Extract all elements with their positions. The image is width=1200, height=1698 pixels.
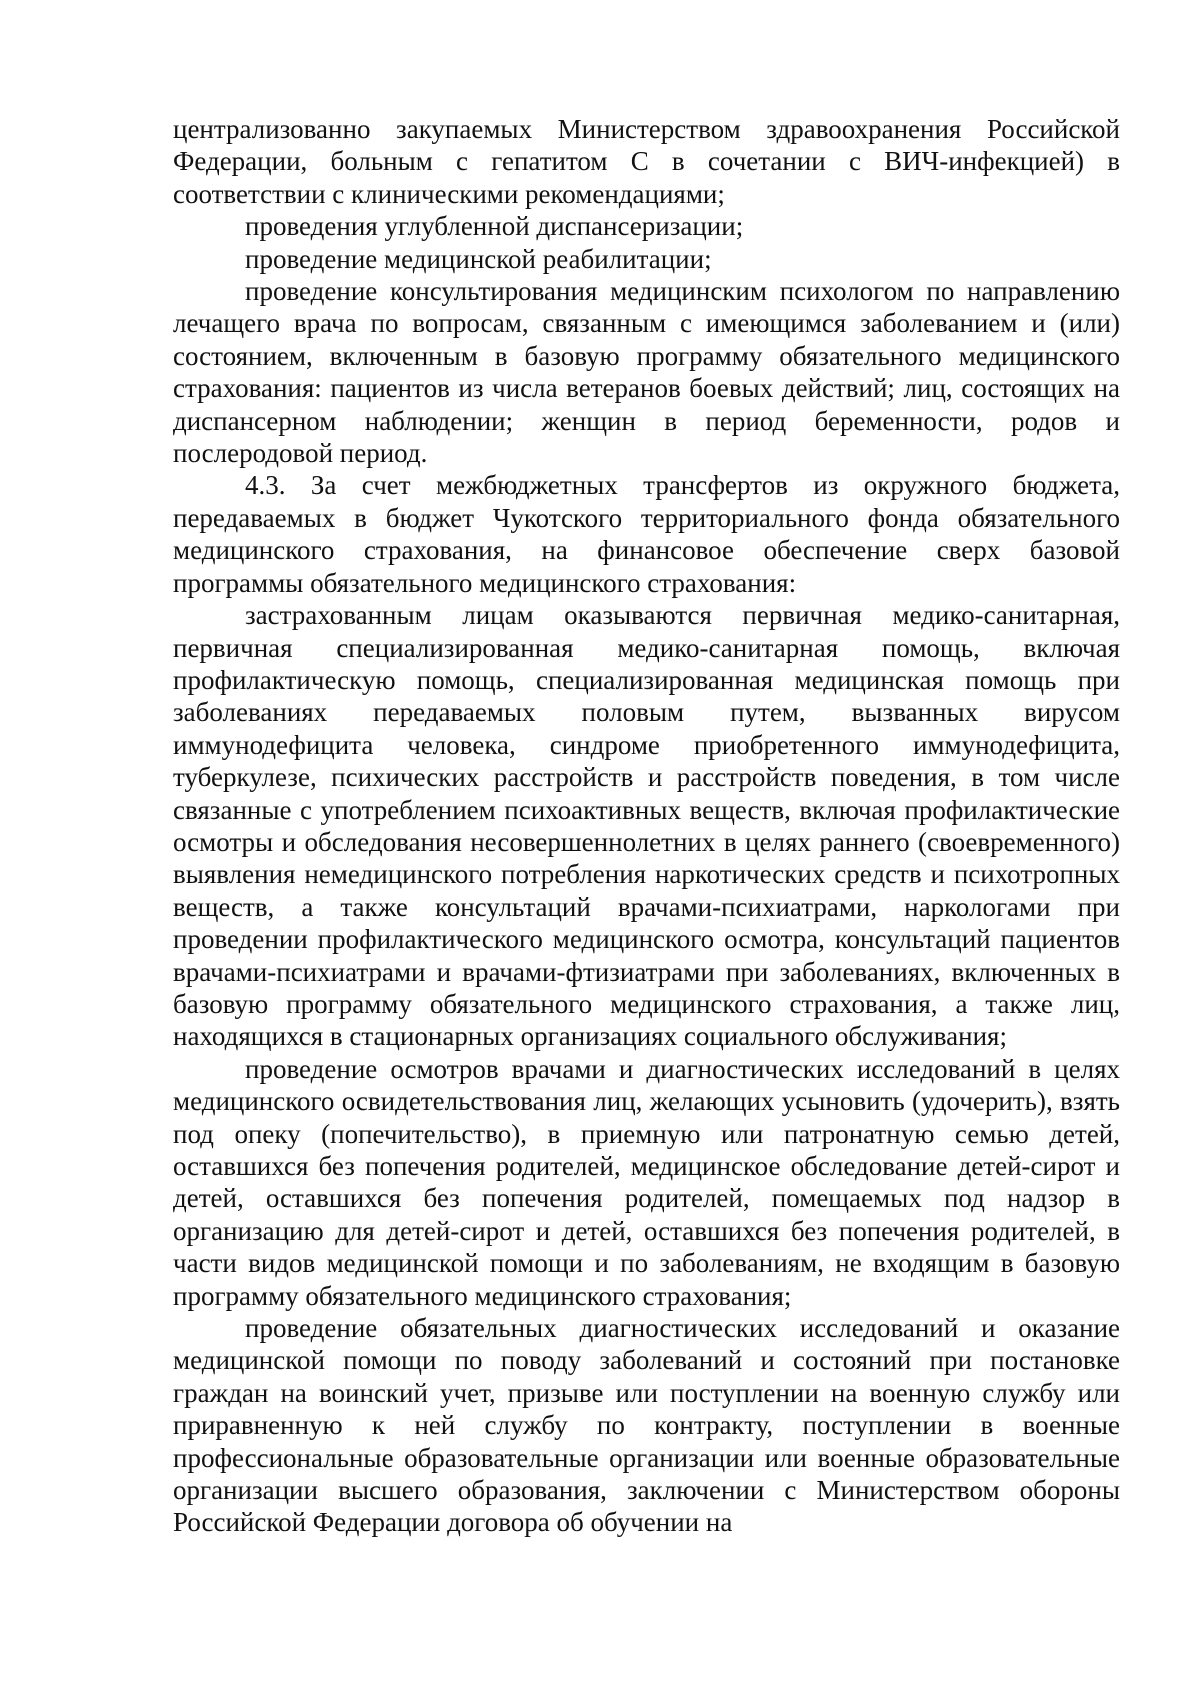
paragraph: проведения углубленной диспансеризации; bbox=[245, 211, 744, 242]
paragraph-continuation: централизованно закупаемых Министерством здравоохранения Российской Федерации, больным с гепатитом С в сочетании с ВИЧ-инфекцией) в соответствии с клиническими рекомендациями; bbox=[173, 114, 1120, 209]
paragraph-section-4-3: 4.3. За счет межбюджетных трансфертов из окружного бюджета, передаваемых в бюджет Чукотского территориального фонда обязательного медицинского страхования, на финансовое обеспечение сверх базовой программы обязательного медицинского страхования: bbox=[173, 470, 1120, 598]
paragraph: застрахованным лицам оказываются первичная медико-санитарная, первичная специализированная медико-санитарная помощь, включая профилактическую помощь, специализированная медицинская помощь при заболеваниях передаваемых половым путем, вызванных вирусом иммунодефицита человека, синдроме приобретенного иммунодефицита, туберкулезе, психических расстройств и расстройств поведения, в том числе связанные с употреблением психоактивных веществ, включая профилактические осмотры и обследования несовершеннолетних в целях раннего (своевременного) выявления немедицинского потребления наркотических средств и психотропных веществ, а также консультаций врачами-психиатрами, наркологами при проведении профилактического медицинского осмотра, консультаций пациентов врачами-психиатрами и врачами-фтизиатрами при заболеваниях, включенных в базовую программу обязательного медицинского страхования, а также лиц, находящихся в стационарных организациях социального обслуживания; bbox=[173, 600, 1120, 1052]
paragraph: проведение осмотров врачами и диагностических исследований в целях медицинского освидетельствования лиц, желающих усыновить (удочерить), взять под опеку (попечительство), в приемную или патронатную семью детей, оставшихся без попечения родителей, медицинское обследование детей-сирот и детей, оставшихся без попечения родителей, помещаемых под надзор в организацию для детей-сирот и детей, оставшихся без попечения родителей, в части видов медицинской помощи и по заболеваниям, не входящим в базовую программу обязательного медицинского страхования; bbox=[173, 1053, 1120, 1311]
paragraph: проведение консультирования медицинским психологом по направлению лечащего врача по вопросам, связанным с имеющимся заболеванием и (или) состоянием, включенным в базовую программу обязательного медицинского страхования: пациентов из числа ветеранов боевых действий; лиц, состоящих на диспансерном наблюдении; женщин в период беременности, родов и послеродовой период. bbox=[173, 276, 1120, 469]
document-body bbox=[173, 113, 1120, 1539]
paragraph: проведение обязательных диагностических исследований и оказание медицинской помощи по поводу заболеваний и состояний при постановке граждан на воинский учет, призыве или поступлении на военную службу или приравненную к ней службу по контракту, поступлении в военные профессиональные образовательные организации или военные образовательные организации высшего образования, заключении с Министерством обороны Российской Федерации договора об обучении на bbox=[173, 1313, 1120, 1538]
paragraph: проведение медицинской реабилитации; bbox=[245, 243, 712, 274]
